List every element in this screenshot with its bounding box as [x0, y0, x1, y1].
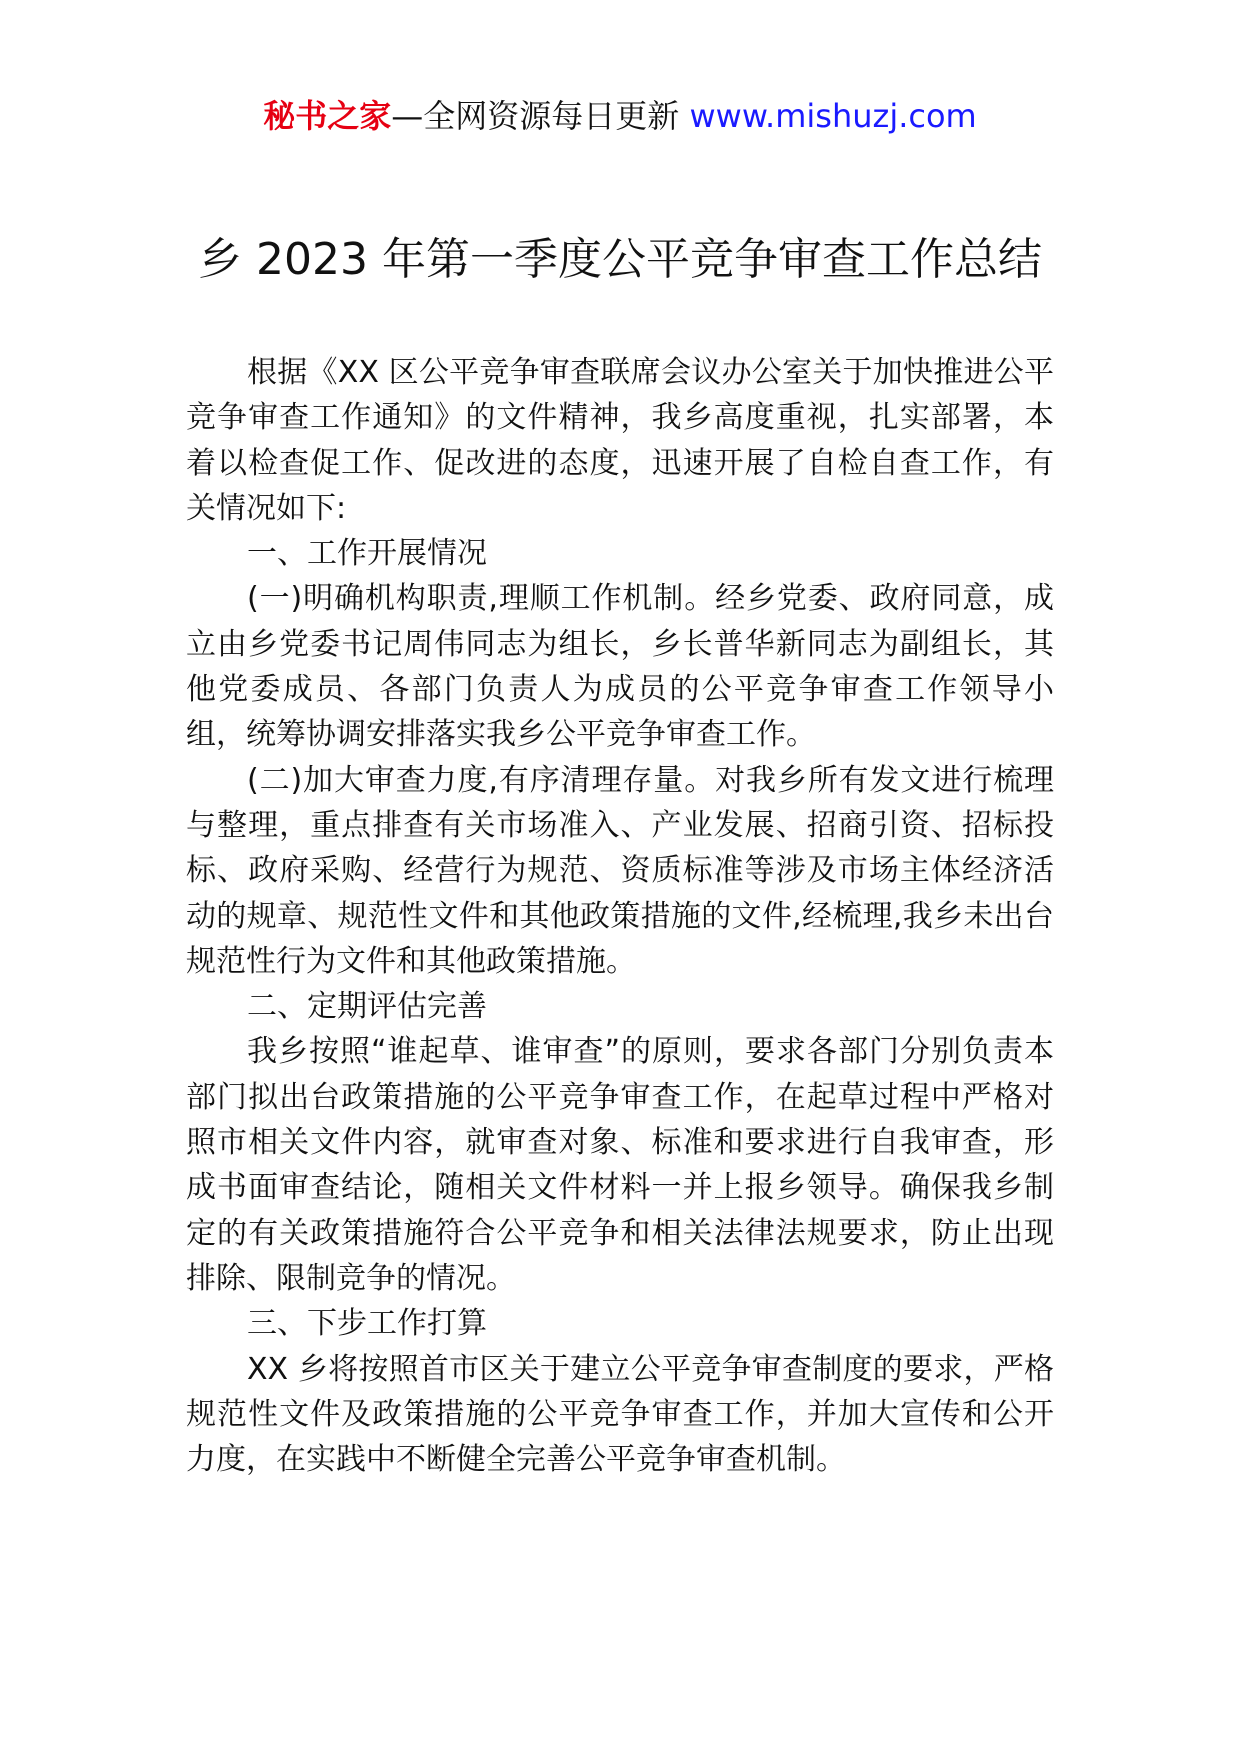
- section-heading-2: 二、定期评估完善: [247, 989, 487, 1025]
- section-heading-1: 一、工作开展情况: [247, 536, 487, 572]
- document-body: [186, 350, 1054, 1482]
- section-heading-3: 三、下步工作打算: [247, 1306, 487, 1342]
- site-slogan: —全网资源每日更新: [391, 97, 690, 135]
- site-url-link[interactable]: www.mishuzj.com: [689, 97, 977, 135]
- body-paragraph-2: 我乡按照“谁起草、谁审查”的原则，要求各部门分别负责本部门拟出台政策措施的公平竞争审查工作，在起草过程中严格对照市相关文件内容，就审查对象、标准和要求进行自我审查，形成书面审查结论，随相关文件材料一并上报乡领导。确保我乡制定的有关政策措施符合公平竞争和相关法律法规要求，防止出现排除、限制竞争的情况。: [186, 1034, 1054, 1296]
- site-header: [0, 96, 1240, 136]
- body-paragraph-3: XX 乡将按照首市区关于建立公平竞争审查制度的要求，严格规范性文件及政策措施的公平竞争审查工作，并加大宣传和公开力度，在实践中不断健全完善公平竞争审查机制。: [186, 1351, 1054, 1478]
- intro-paragraph: 根据《XX 区公平竞争审查联席会议办公室关于加快推进公平竞争审查工作通知》的文件精神，我乡高度重视，扎实部署，本着以检查促工作、促改进的态度，迅速开展了自检自查工作，有关情况如下:: [186, 355, 1054, 526]
- body-paragraph-1-1: (一)明确机构职责,理顺工作机制。经乡党委、政府同意，成立由乡党委书记周伟同志为组长，乡长普华新同志为副组长，其他党委成员、各部门负责人为成员的公平竞争审查工作领导小组，统筹协调安排落实我乡公平竞争审查工作。: [186, 581, 1054, 753]
- body-paragraph-1-2: (二)加大审查力度,有序清理存量。对我乡所有发文进行梳理与整理，重点排查有关市场准入、产业发展、招商引资、招标投标、政府采购、经营行为规范、资质标准等涉及市场主体经济活动的规章、规范性文件和其他政策措施的文件,经梳理,我乡未出台规范性行为文件和其他政策措施。: [186, 762, 1054, 979]
- site-brand: 秘书之家: [263, 97, 392, 135]
- document-title: 乡 2023 年第一季度公平竞争审查工作总结: [198, 234, 1042, 285]
